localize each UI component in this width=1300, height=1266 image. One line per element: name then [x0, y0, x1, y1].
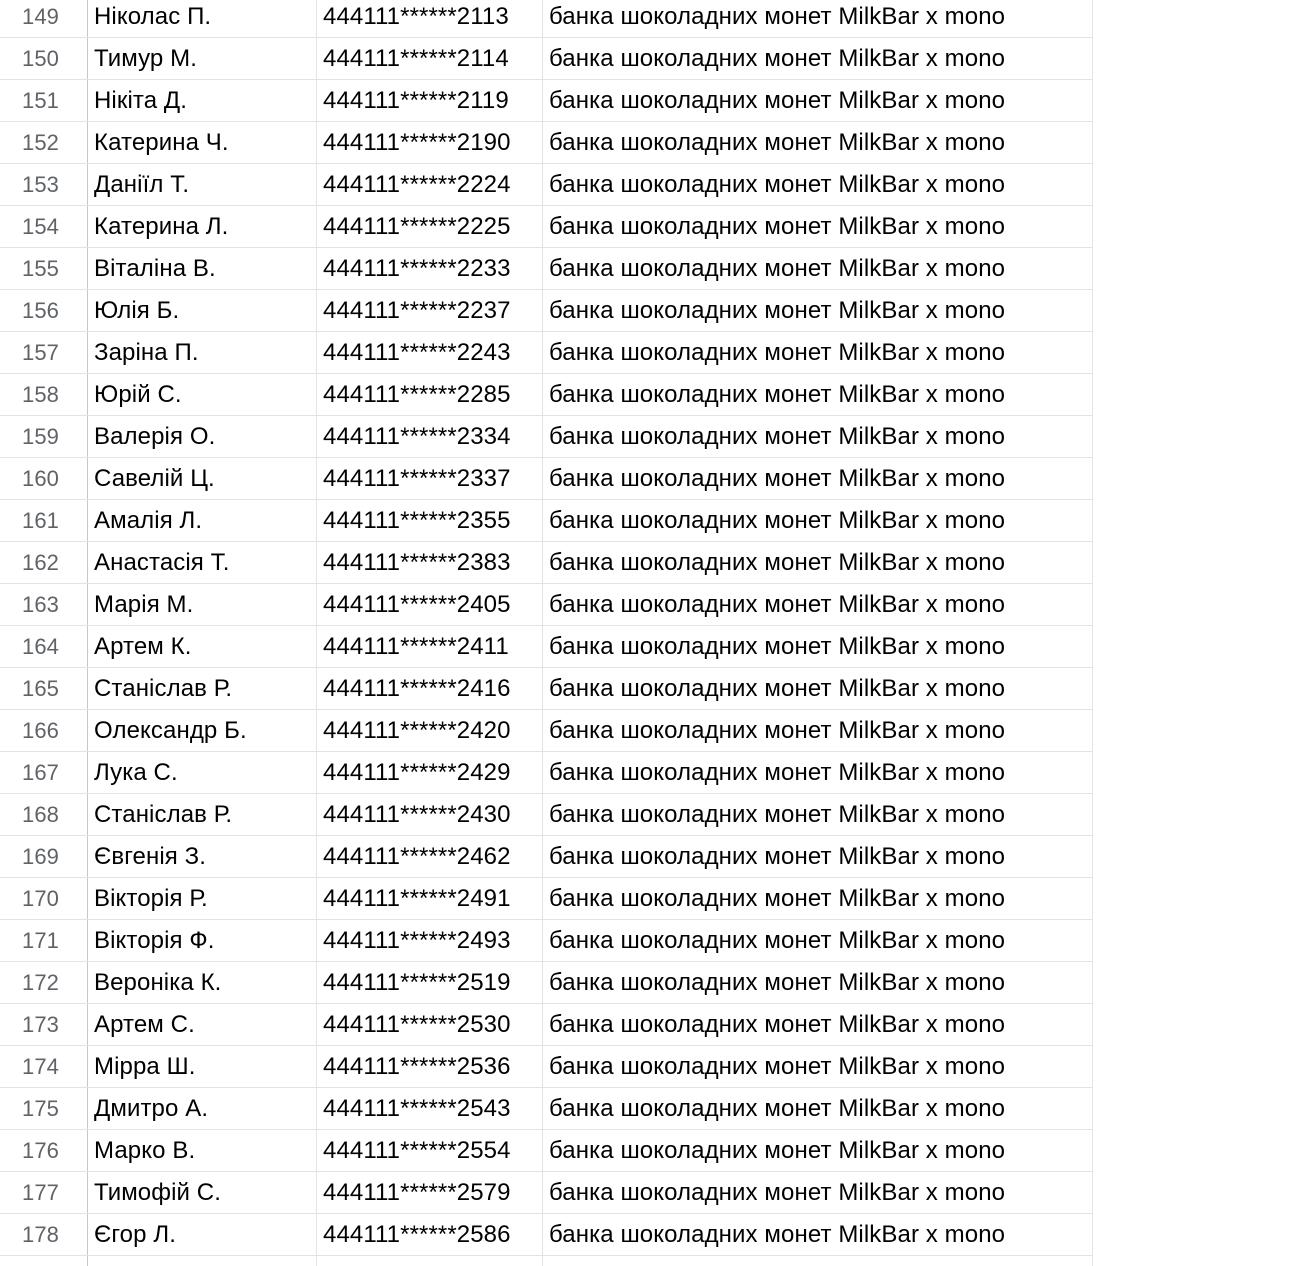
table-row [0, 38, 1093, 80]
row-number-header[interactable]: 167 [0, 752, 88, 793]
cell-card-number[interactable]: 444111******2519 [317, 962, 543, 1003]
cell-name[interactable]: Ніколас П. [88, 0, 317, 37]
row-number-header[interactable]: 162 [0, 542, 88, 583]
table-row [0, 878, 1093, 920]
cell-card-number[interactable]: 444111******2420 [317, 710, 543, 751]
cell-name[interactable]: Артем С. [88, 1004, 317, 1045]
row-number-header[interactable]: 155 [0, 248, 88, 289]
row-number-header[interactable]: 175 [0, 1088, 88, 1129]
cell-prize[interactable]: банка шоколадних монет MilkBar x mono [543, 0, 1093, 37]
cell-card-number[interactable]: 444111******2337 [317, 458, 543, 499]
table-row [0, 206, 1093, 248]
cell-name[interactable]: Мірра Ш. [88, 1046, 317, 1087]
table-row [0, 1214, 1093, 1256]
column-border [1092, 1256, 1093, 1266]
table-row [0, 374, 1093, 416]
table-row [0, 752, 1093, 794]
cell-prize[interactable]: банка шоколадних монет MilkBar x mono [543, 752, 1093, 793]
row-number-header[interactable]: 170 [0, 878, 88, 919]
cell-name[interactable]: Євгенія З. [88, 836, 317, 877]
table-row [0, 668, 1093, 710]
cell-card-number[interactable]: 444111******2285 [317, 374, 543, 415]
cell-card-number[interactable]: 444111******2579 [317, 1172, 543, 1213]
cell-prize[interactable]: банка шоколадних монет MilkBar x mono [543, 794, 1093, 835]
table-row [0, 920, 1093, 962]
cell-card-number[interactable]: 444111******2530 [317, 1004, 543, 1045]
cell-card-number[interactable]: 444111******2225 [317, 206, 543, 247]
row-number-header[interactable]: 178 [0, 1214, 88, 1255]
cell-name[interactable]: Тимур М. [88, 38, 317, 79]
row-number-header[interactable]: 152 [0, 122, 88, 163]
table-row [0, 80, 1093, 122]
cell-prize[interactable]: банка шоколадних монет MilkBar x mono [543, 458, 1093, 499]
cell-card-number[interactable]: 444111******2411 [317, 626, 543, 667]
table-row [0, 794, 1093, 836]
cell-prize[interactable]: банка шоколадних монет MilkBar x mono [543, 1046, 1093, 1087]
row-number-header[interactable]: 157 [0, 332, 88, 373]
cell-card-number[interactable]: 444111******2190 [317, 122, 543, 163]
cell-card-number[interactable]: 444111******2493 [317, 920, 543, 961]
cell-card-number[interactable]: 444111******2383 [317, 542, 543, 583]
cell-name[interactable]: Амалія Л. [88, 500, 317, 541]
cell-card-number[interactable]: 444111******2416 [317, 668, 543, 709]
table-row [0, 1046, 1093, 1088]
row-number-header[interactable]: 173 [0, 1004, 88, 1045]
cell-card-number[interactable]: 444111******2119 [317, 80, 543, 121]
cell-prize[interactable]: банка шоколадних монет MilkBar x mono [543, 38, 1093, 79]
cell-card-number[interactable]: 444111******2114 [317, 38, 543, 79]
table-row [0, 122, 1093, 164]
cell-name[interactable]: Вероніка К. [88, 962, 317, 1003]
table-row [0, 1172, 1093, 1214]
cell-prize[interactable]: банка шоколадних монет MilkBar x mono [543, 710, 1093, 751]
row-number-header[interactable]: 171 [0, 920, 88, 961]
cell-prize[interactable]: банка шоколадних монет MilkBar x mono [543, 332, 1093, 373]
table-row [0, 626, 1093, 668]
cell-name[interactable]: Юлія Б. [88, 290, 317, 331]
cell-prize[interactable]: банка шоколадних монет MilkBar x mono [543, 206, 1093, 247]
cell-card-number[interactable]: 444111******2430 [317, 794, 543, 835]
table-row [0, 1130, 1093, 1172]
table-row [0, 542, 1093, 584]
cell-name[interactable]: Тимофій С. [88, 1172, 317, 1213]
cell-prize[interactable]: банка шоколадних монет MilkBar x mono [543, 416, 1093, 457]
cell-card-number[interactable]: 444111******2237 [317, 290, 543, 331]
row-number-header[interactable]: 149 [0, 0, 88, 37]
row-number-header[interactable]: 172 [0, 962, 88, 1003]
cell-prize[interactable]: банка шоколадних монет MilkBar x mono [543, 248, 1093, 289]
cell-prize[interactable]: банка шоколадних монет MilkBar x mono [543, 1004, 1093, 1045]
cell-prize[interactable]: банка шоколадних монет MilkBar x mono [543, 500, 1093, 541]
row-number-header[interactable]: 161 [0, 500, 88, 541]
cell-name[interactable]: Вікторія Ф. [88, 920, 317, 961]
row-number-header[interactable]: 177 [0, 1172, 88, 1213]
cell-name[interactable]: Валерія О. [88, 416, 317, 457]
cell-prize[interactable]: банка шоколадних монет MilkBar x mono [543, 836, 1093, 877]
column-border [316, 1256, 317, 1266]
cell-prize[interactable]: банка шоколадних монет MilkBar x mono [543, 374, 1093, 415]
cell-prize[interactable]: банка шоколадних монет MilkBar x mono [543, 1130, 1093, 1171]
cell-name[interactable]: Марія М. [88, 584, 317, 625]
row-number-header[interactable]: 165 [0, 668, 88, 709]
cell-name[interactable]: Марко В. [88, 1130, 317, 1171]
cell-prize[interactable]: банка шоколадних монет MilkBar x mono [543, 920, 1093, 961]
cell-prize[interactable]: банка шоколадних монет MilkBar x mono [543, 668, 1093, 709]
cell-prize[interactable]: банка шоколадних монет MilkBar x mono [543, 542, 1093, 583]
cell-name[interactable]: Артем К. [88, 626, 317, 667]
cell-card-number[interactable]: 444111******2543 [317, 1088, 543, 1129]
cell-name[interactable]: Олександр Б. [88, 710, 317, 751]
cell-card-number[interactable]: 444111******2405 [317, 584, 543, 625]
cell-card-number[interactable]: 444111******2491 [317, 878, 543, 919]
row-number-header[interactable]: 159 [0, 416, 88, 457]
row-number-header[interactable]: 174 [0, 1046, 88, 1087]
row-number-header[interactable]: 151 [0, 80, 88, 121]
table-row [0, 332, 1093, 374]
cell-prize[interactable]: банка шоколадних монет MilkBar x mono [543, 1214, 1093, 1255]
table-row [0, 1088, 1093, 1130]
cell-card-number[interactable]: 444111******2334 [317, 416, 543, 457]
row-number-header[interactable]: 164 [0, 626, 88, 667]
cell-prize[interactable]: банка шоколадних монет MilkBar x mono [543, 584, 1093, 625]
table-row [0, 1004, 1093, 1046]
row-number-header[interactable]: 154 [0, 206, 88, 247]
table-row [0, 416, 1093, 458]
cell-prize[interactable]: банка шоколадних монет MilkBar x mono [543, 1172, 1093, 1213]
cell-prize[interactable]: банка шоколадних монет MilkBar x mono [543, 122, 1093, 163]
table-row [0, 0, 1093, 38]
row-header-border [87, 1256, 88, 1266]
cell-name[interactable]: Вікторія Р. [88, 878, 317, 919]
row-number-header[interactable]: 160 [0, 458, 88, 499]
cell-name[interactable]: Єгор Л. [88, 1214, 317, 1255]
row-number-header[interactable]: 168 [0, 794, 88, 835]
cell-card-number[interactable]: 444111******2429 [317, 752, 543, 793]
cell-card-number[interactable]: 444111******2536 [317, 1046, 543, 1087]
cell-name[interactable]: Нікіта Д. [88, 80, 317, 121]
cell-name[interactable]: Анастасія Т. [88, 542, 317, 583]
table-row [0, 584, 1093, 626]
row-number-header[interactable]: 158 [0, 374, 88, 415]
cell-name[interactable]: Віталіна В. [88, 248, 317, 289]
cell-name[interactable]: Станіслав Р. [88, 668, 317, 709]
table-row [0, 710, 1093, 752]
table-row [0, 458, 1093, 500]
cell-name[interactable]: Даніїл Т. [88, 164, 317, 205]
cell-card-number[interactable]: 444111******2243 [317, 332, 543, 373]
cell-prize[interactable]: банка шоколадних монет MilkBar x mono [543, 164, 1093, 205]
cell-prize[interactable]: банка шоколадних монет MilkBar x mono [543, 290, 1093, 331]
row-number-header[interactable]: 150 [0, 38, 88, 79]
cell-card-number[interactable]: 444111******2224 [317, 164, 543, 205]
cell-card-number[interactable]: 444111******2554 [317, 1130, 543, 1171]
table-row [0, 500, 1093, 542]
partial-next-row [0, 1256, 1300, 1266]
table-row [0, 836, 1093, 878]
row-number-header[interactable]: 176 [0, 1130, 88, 1171]
table-row [0, 962, 1093, 1004]
cell-prize[interactable]: банка шоколадних монет MilkBar x mono [543, 1088, 1093, 1129]
cell-name[interactable]: Станіслав Р. [88, 794, 317, 835]
row-number-header[interactable]: 163 [0, 584, 88, 625]
table-row [0, 290, 1093, 332]
cell-name[interactable]: Савелій Ц. [88, 458, 317, 499]
cell-prize[interactable]: банка шоколадних монет MilkBar x mono [543, 80, 1093, 121]
cell-name[interactable]: Лука С. [88, 752, 317, 793]
cell-name[interactable]: Катерина Л. [88, 206, 317, 247]
cell-prize[interactable]: банка шоколадних монет MilkBar x mono [543, 626, 1093, 667]
column-border [542, 1256, 543, 1266]
cell-card-number[interactable]: 444111******2355 [317, 500, 543, 541]
row-number-header[interactable]: 156 [0, 290, 88, 331]
cell-prize[interactable]: банка шоколадних монет MilkBar x mono [543, 878, 1093, 919]
table-row [0, 164, 1093, 206]
cell-card-number[interactable]: 444111******2586 [317, 1214, 543, 1255]
cell-name[interactable]: Дмитро А. [88, 1088, 317, 1129]
cell-name[interactable]: Заріна П. [88, 332, 317, 373]
cell-card-number[interactable]: 444111******2462 [317, 836, 543, 877]
row-number-header[interactable]: 169 [0, 836, 88, 877]
cell-card-number[interactable]: 444111******2113 [317, 0, 543, 37]
row-number-header[interactable]: 153 [0, 164, 88, 205]
cell-name[interactable]: Катерина Ч. [88, 122, 317, 163]
cell-name[interactable]: Юрій С. [88, 374, 317, 415]
cell-card-number[interactable]: 444111******2233 [317, 248, 543, 289]
cell-prize[interactable]: банка шоколадних монет MilkBar x mono [543, 962, 1093, 1003]
row-number-header[interactable]: 166 [0, 710, 88, 751]
table-row [0, 248, 1093, 290]
